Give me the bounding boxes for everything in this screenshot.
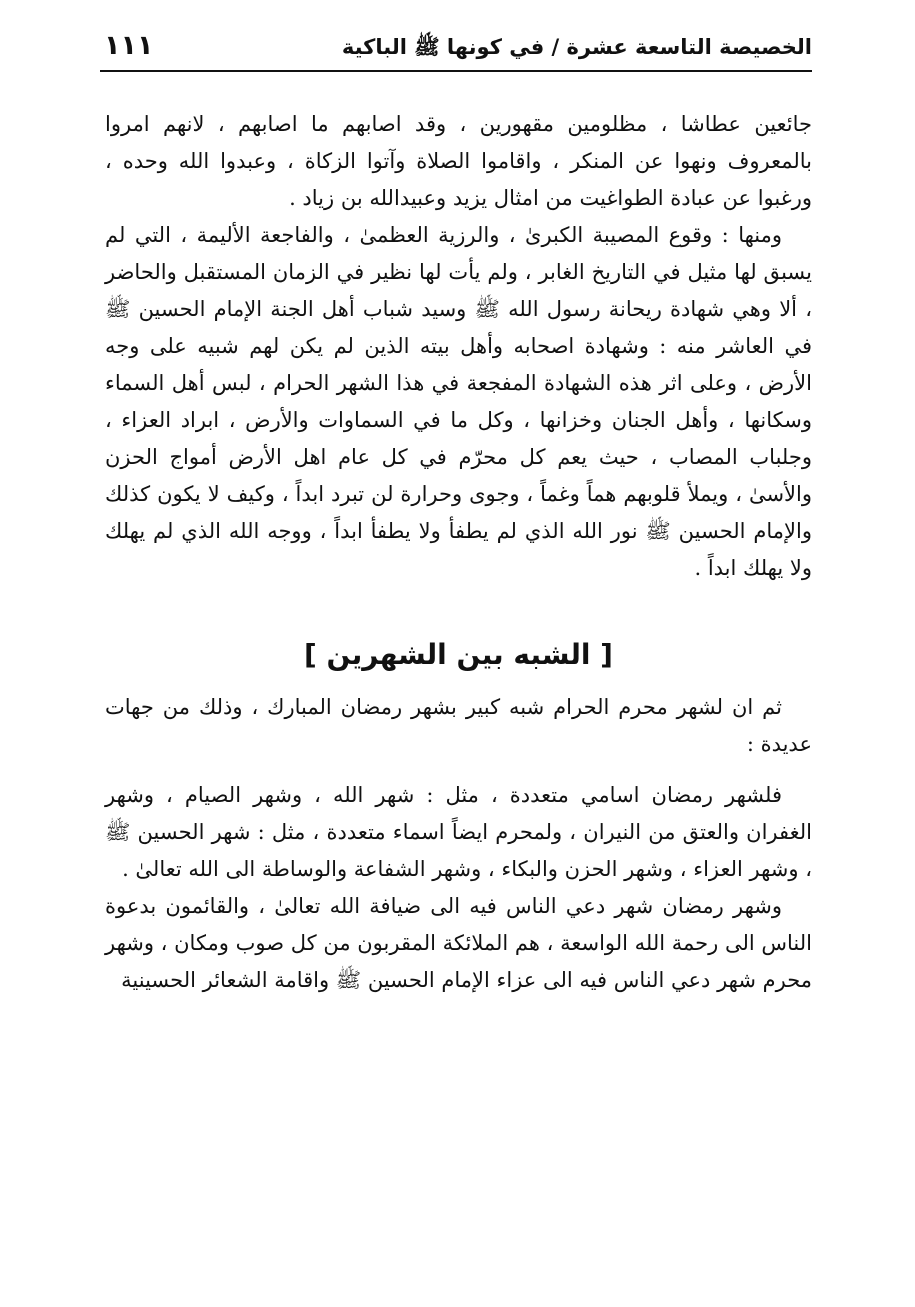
paragraph: وشهر رمضان شهر دعي الناس فيه الى ضيافة الله تعالىٰ ، والقائمون بدعوة الناس الى رحمة الله الواسعة ، هم الملائكة المقربون من كل صوب ومكان ، وشهر محرم شهر دعي الناس فيه الى عزاء الإمام الحسين ﷺ واقامة الشعائر الحسينية	[105, 894, 812, 992]
page-body	[105, 106, 812, 999]
section-heading: [ الشبه بين الشهرين ]	[304, 638, 613, 671]
running-title: الخصيصة التاسعة عشرة / في كونها ﷺ الباكية	[341, 35, 812, 59]
paragraph: ثم ان لشهر محرم الحرام شبه كبير بشهر رمضان المبارك ، وذلك من جهات عديدة :	[105, 695, 812, 756]
page-header	[100, 30, 812, 72]
paragraph-continuation: جائعين عطاشا ، مظلومين مقهورين ، وقد اصابهم ما اصابهم ، لانهم امروا بالمعروف ونهوا عن المنكر ، واقاموا الصلاة وآتوا الزكاة ، وعبدوا الله وحده ، ورغبوا عن عبادة الطواغيت من امثال يزيد وعبيدالله بن زياد .	[105, 112, 812, 210]
paragraph: ومنها : وقوع المصيبة الكبرىٰ ، والرزية العظمىٰ ، والفاجعة الأليمة ، التي لم يسبق لها مثيل في التاريخ الغابر ، ولم يأت لها نظير في الزمان المستقبل والحاضر ، ألا وهي شهادة ريحانة رسول الله ﷺ وسيد شباب أهل الجنة الإمام الحسين ﷺ في العاشر منه : وشهادة اصحابه وأهل بيته الذين لم يكن لهم شبيه على وجه الأرض ، وعلى اثر هذه الشهادة المفجعة في هذا الشهر الحرام ، لبس أهل السماء وسكانها ، وأهل الجنان وخزانها ، وكل ما في السماوات والأرض ، ابراد العزاء ، وجلباب المصاب ، حيث يعم كل محرّم في كل عام اهل الأرض أمواج الحزن والأسىٰ ، ويملأ قلوبهم هماً وغماً ، وجوى وحرارة لن تبرد ابداً ، وكيف لا يكون كذلك والإمام الحسين ﷺ نور الله الذي لم يطفأ ولا يطفأ ابداً ، ووجه الله الذي لم يهلك ولا يهلك ابداً .	[105, 223, 812, 580]
paragraph: فلشهر رمضان اسامي متعددة ، مثل : شهر الله ، وشهر الصيام ، وشهر الغفران والعتق من النيران ، ولمحرم ايضاً اسماء متعددة ، مثل : شهر الحسين ﷺ ، وشهر العزاء ، وشهر الحزن والبكاء ، وشهر الشفاعة والوساطة الى الله تعالىٰ .	[105, 783, 812, 881]
page-number: ١١١	[104, 30, 154, 61]
